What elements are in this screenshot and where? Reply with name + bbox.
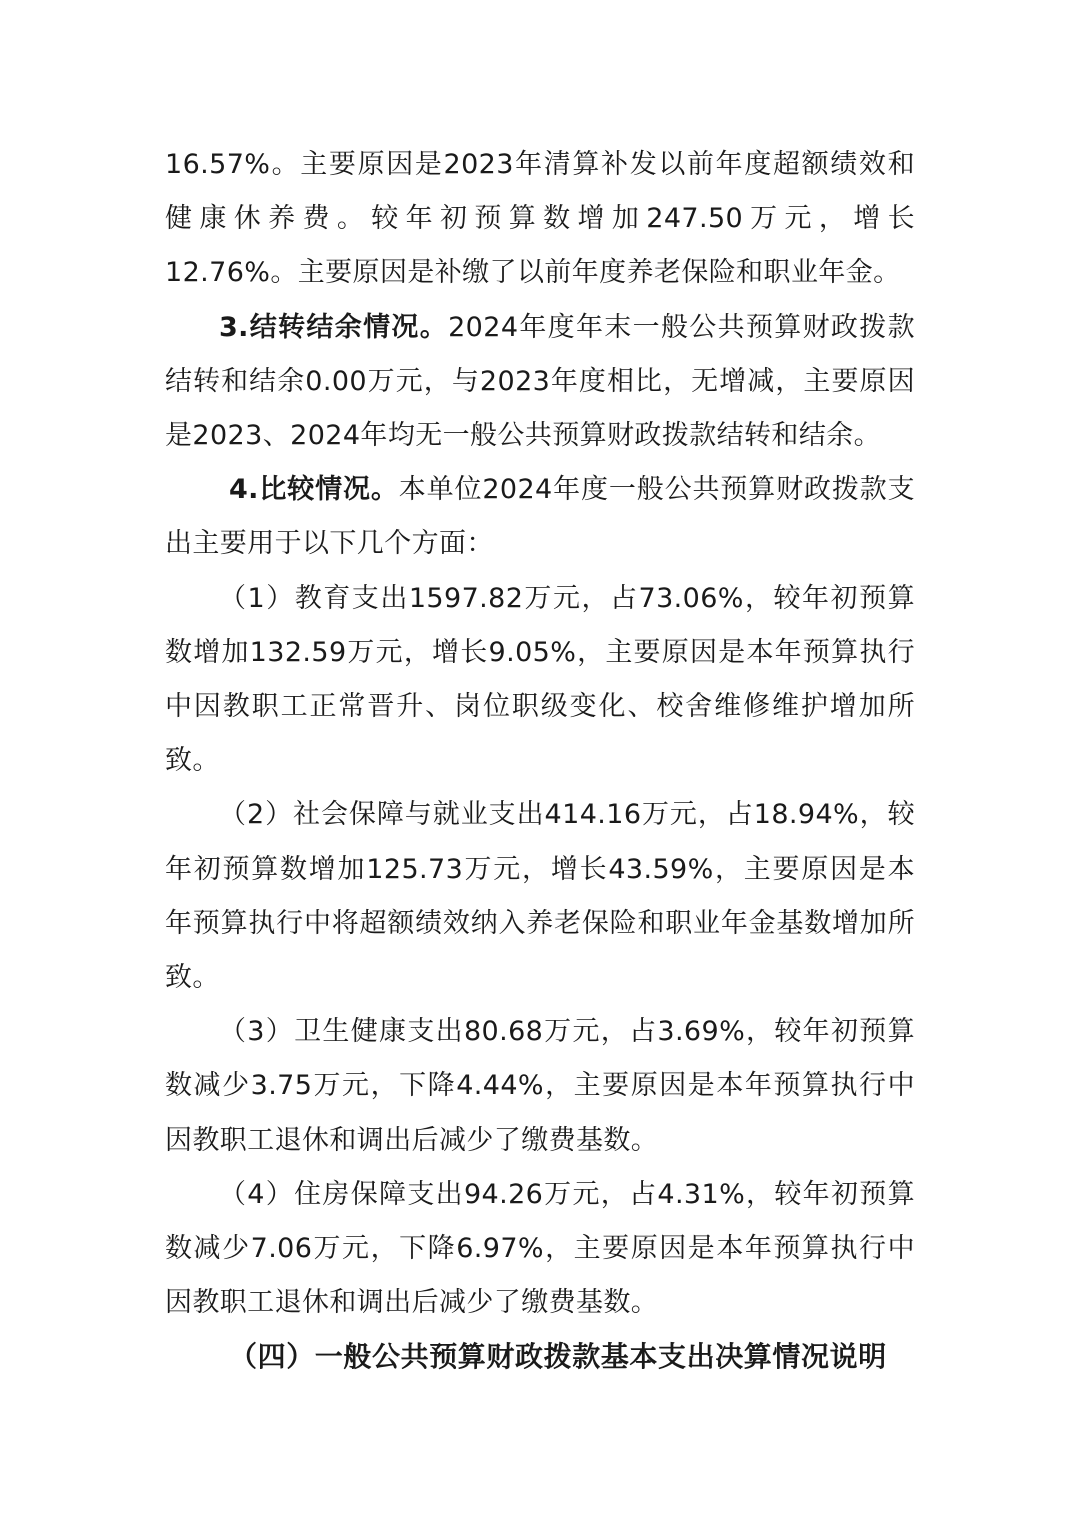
paragraph-lead-comparison: 4.比较情况。 <box>229 474 399 506</box>
paragraph-education: （1）教育支出1597.82万元，占73.06%，较年初预算数增加132.59万元，增长9.05%，主要原因是本年预算执行中因教职工正常晋升、岗位职级变化、校舍维修维护增加所致。 <box>165 582 915 777</box>
paragraph-body-carryover: 2024年度年末一般公共预算财政拨款结转和结余0.00万元，与2023年度相比，无增减，主要原因是2023、2024年均无一般公共预算财政拨款结转和结余。 <box>165 311 915 452</box>
paragraph-carryover-balance <box>165 301 915 464</box>
paragraph-social-security: （2）社会保障与就业支出414.16万元，占18.94%，较年初预算数增加125.73万元，增长43.59%，主要原因是本年预算执行中将超额绩效纳入养老保险和职业年金基数增加所致。 <box>165 799 915 994</box>
paragraph-continuation: 16.57%。主要原因是2023年清算补发以前年度超额绩效和健康休养费。较年初预算数增加247.50万元，增长12.76%。主要原因是补缴了以前年度养老保险和职业年金。 <box>165 149 915 289</box>
paragraph-health: （3）卫生健康支出80.68万元，占3.69%，较年初预算数减少3.75万元，下降4.44%，主要原因是本年预算执行中因教职工退休和调出后减少了缴费基数。 <box>165 1016 915 1156</box>
paragraph-housing: （4）住房保障支出94.26万元，占4.31%，较年初预算数减少7.06万元，下降6.97%，主要原因是本年预算执行中因教职工退休和调出后减少了缴费基数。 <box>165 1178 915 1319</box>
paragraph-body-comparison: 本单位2024年度一般公共预算财政拨款支出主要用于以下几个方面： <box>165 474 916 560</box>
paragraph-comparison <box>165 463 915 571</box>
paragraph-lead-carryover: 3.结转结余情况。 <box>219 311 449 343</box>
section-heading: （四）一般公共预算财政拨款基本支出决算情况说明 <box>229 1340 887 1374</box>
